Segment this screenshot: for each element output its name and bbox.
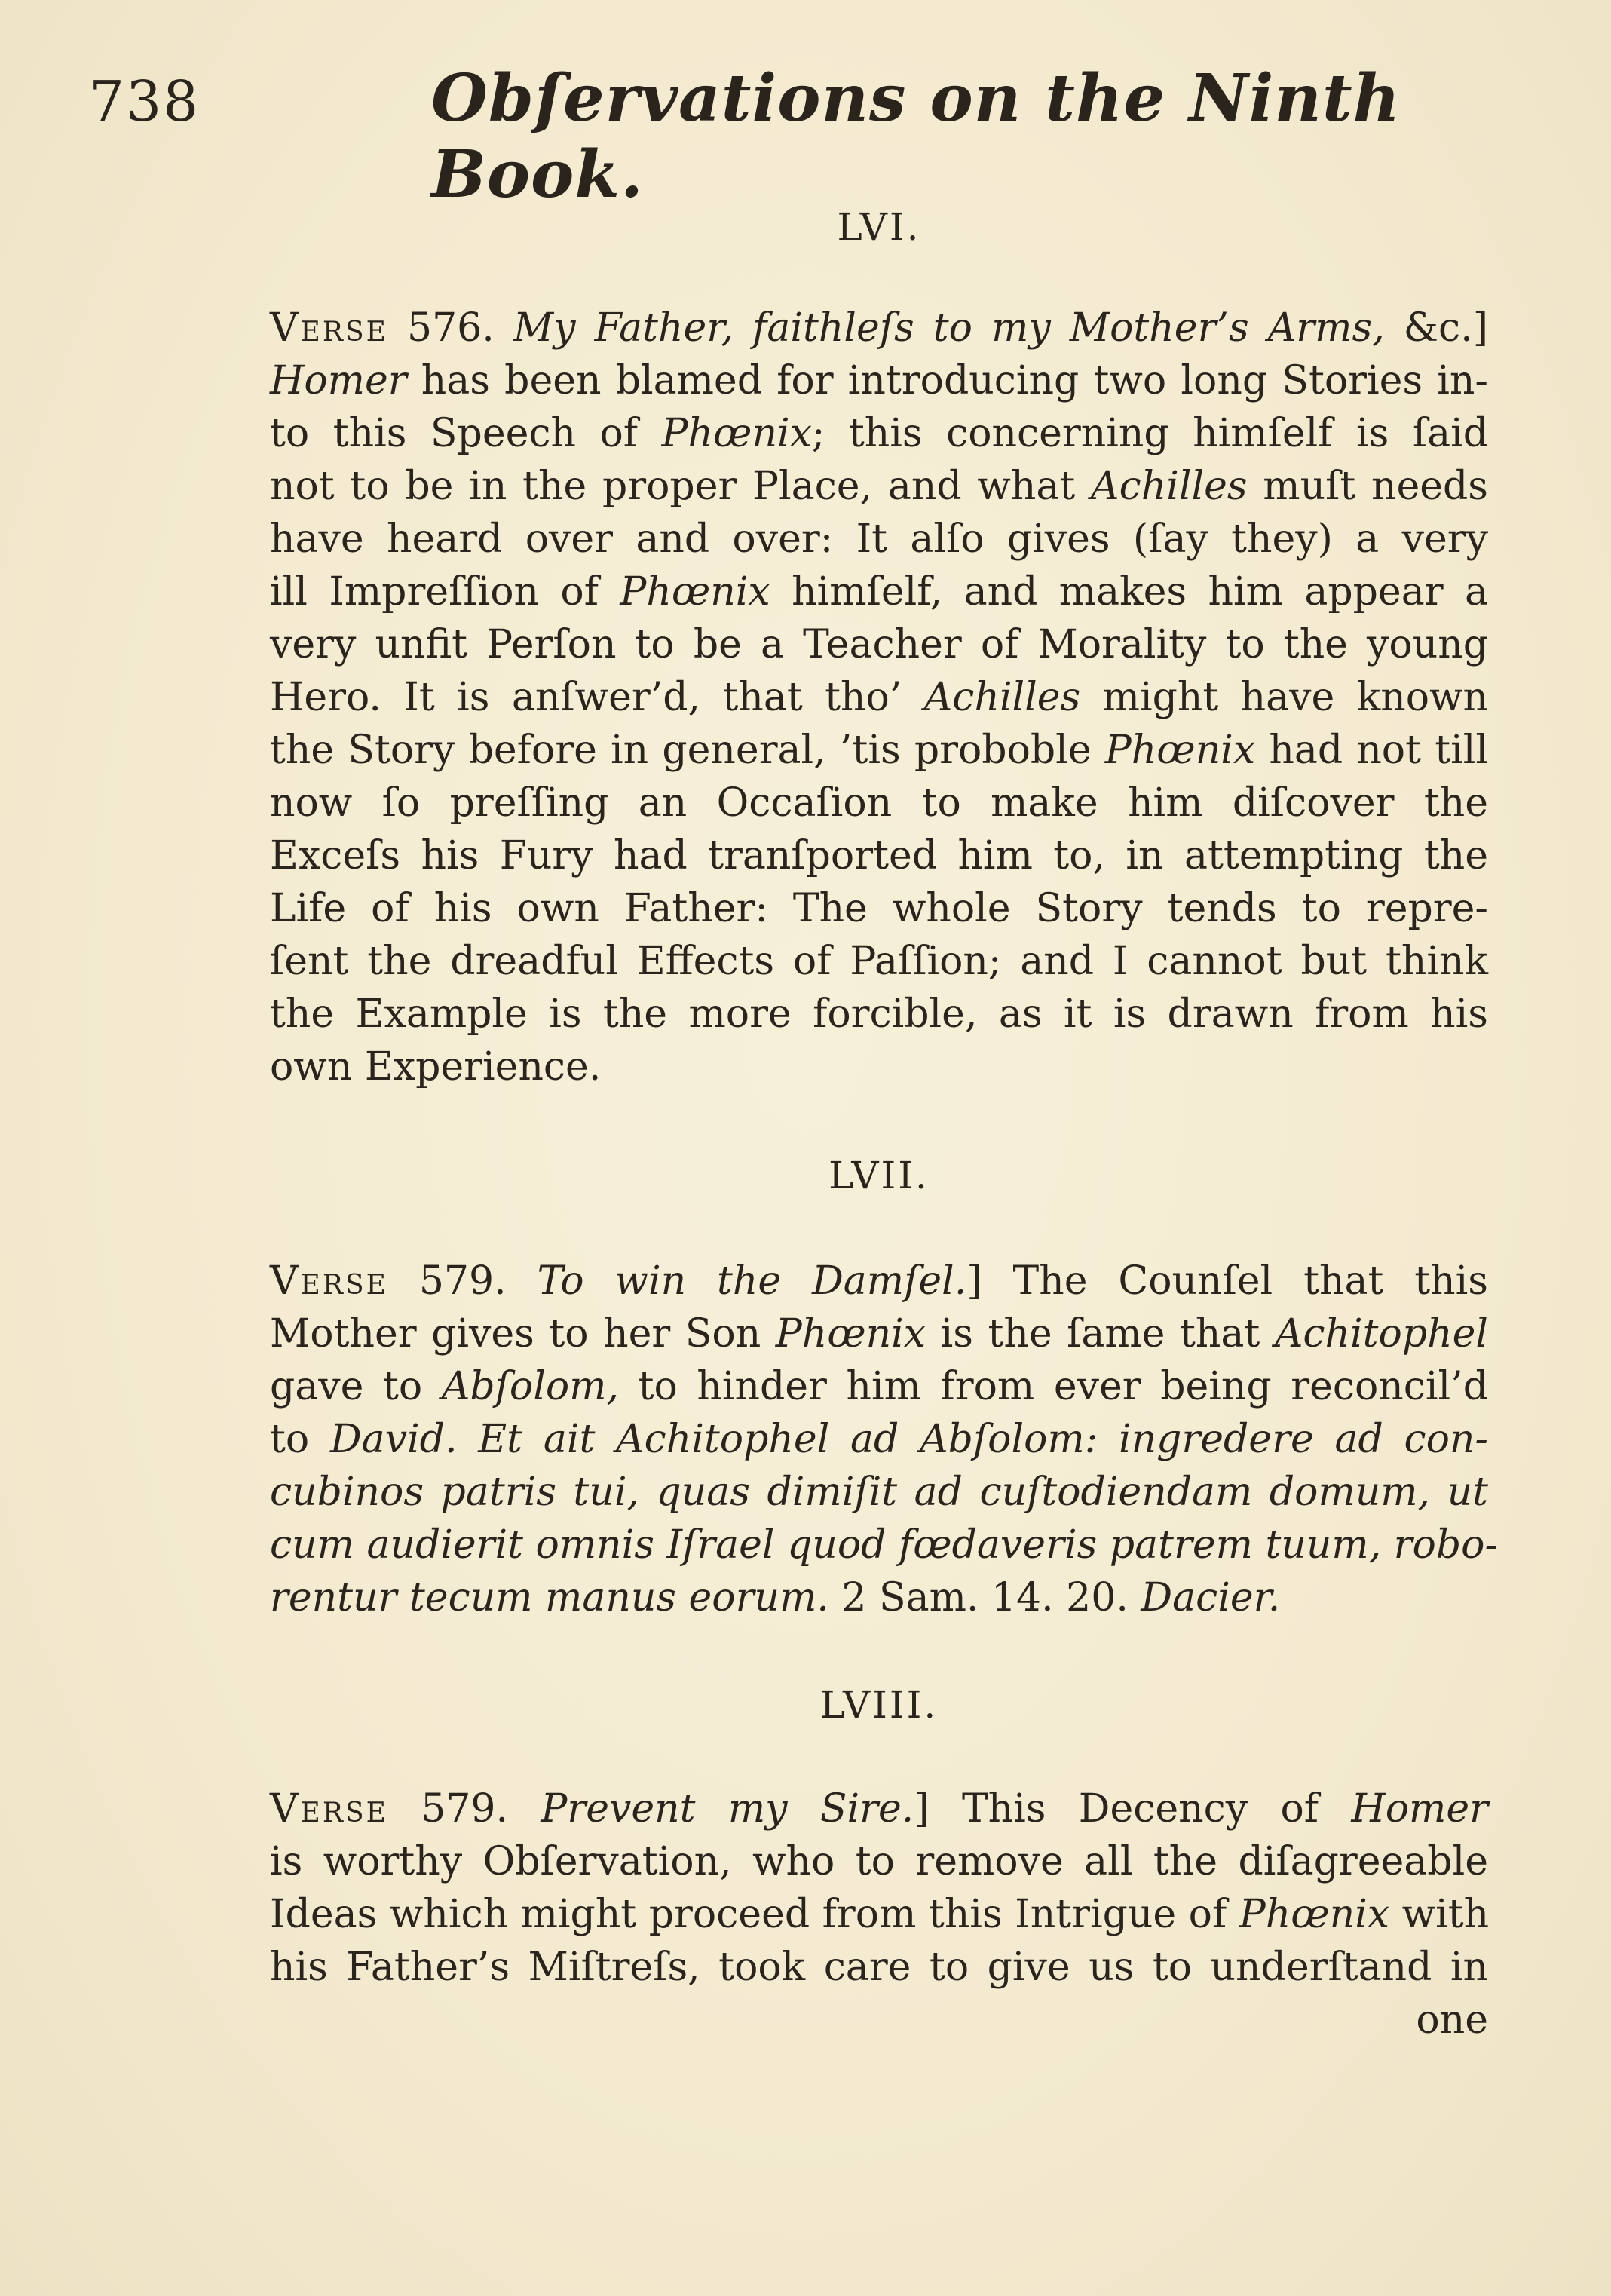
text-run: Verse: [270, 1258, 388, 1304]
text-run: have heard over and over: It alſo gives (ſay they) a very: [270, 517, 1488, 562]
text-line: [270, 1941, 1488, 1994]
text-line: [270, 618, 1488, 671]
text-run: Abſolom,: [441, 1364, 619, 1409]
section-body: [270, 1255, 1499, 1624]
text-run: the Example is the more forcible, as it is drawn from his: [270, 992, 1488, 1037]
text-line: [270, 1307, 1488, 1360]
text-run: rentur tecum manus eorum.: [270, 1575, 829, 1620]
text-line: [270, 935, 1488, 988]
text-run: cum audierit omnis Iſrael quod fœdaveris patrem tuum, robo-: [270, 1522, 1499, 1568]
section-heading: LVI.: [837, 205, 921, 249]
text-line: [270, 671, 1488, 724]
text-run: to hinder him from ever being reconcil’d: [619, 1364, 1489, 1409]
text-line: [270, 1888, 1488, 1941]
text-run: Phœnix: [620, 569, 770, 615]
text-line: [270, 1255, 1488, 1307]
text-run: is worthy Obſervation, who to remove all the diſagreeable: [270, 1839, 1488, 1884]
text-run: Hero. It is anſwer’d, that tho’: [270, 675, 924, 720]
note-section-lvi: [270, 205, 1488, 1093]
text-run: own Experience.: [270, 1044, 602, 1090]
text-run: To win the Damſel.: [537, 1258, 967, 1304]
text-run: ; this concerning himſelf is ſaid: [811, 411, 1489, 456]
text-line: [270, 882, 1488, 935]
text-run: Ideas which might proceed from this Intrigue of: [270, 1892, 1239, 1937]
text-run: Homer: [1351, 1786, 1488, 1832]
text-line: [270, 1519, 1499, 1571]
text-run: Achilles: [1091, 464, 1248, 509]
note-section-lviii: [270, 1683, 1488, 2046]
text-run: not to be in the proper Place, and what: [270, 464, 1092, 509]
text-run: the Story before in general, ’tis proboble: [270, 728, 1105, 773]
section-body: [270, 1783, 1488, 2046]
text-run: 2 Sam. 14. 20.: [828, 1575, 1141, 1620]
text-line: [270, 829, 1488, 882]
text-line: [270, 1360, 1488, 1413]
text-line: [270, 1041, 1488, 1093]
text-run: Exceſs his Fury had tranſported him to, in attempting the: [270, 833, 1488, 878]
text-run: to this Speech of: [270, 411, 662, 456]
section-heading: LVII.: [828, 1154, 930, 1197]
text-line: [270, 354, 1488, 407]
text-run: gave to: [270, 1364, 442, 1409]
text-line: [270, 1413, 1488, 1466]
text-run: muſt needs: [1247, 464, 1488, 509]
text-run: Homer: [270, 358, 407, 403]
text-line: [270, 777, 1488, 829]
text-line: [270, 302, 1488, 354]
section-body: [270, 302, 1488, 1093]
text-run: ſent the dreadful Effects of Paſſion; and I cannot but think: [270, 939, 1488, 984]
note-section-lvii: [270, 1154, 1499, 1624]
text-line: [270, 1571, 1488, 1624]
text-line: [270, 1994, 1488, 2046]
text-run: Life of his own Father: The whole Story tends to repre-: [270, 886, 1488, 931]
text-run: Phœnix: [775, 1311, 926, 1356]
text-run: ] The Counſel that this: [966, 1258, 1488, 1304]
text-run: had not till: [1255, 728, 1488, 773]
text-run: David. Et ait Achitophel ad Abſolom: ingredere ad con-: [329, 1417, 1488, 1462]
text-line: [270, 566, 1488, 618]
text-run: Verse: [270, 305, 388, 351]
text-run: ] This Decency of: [914, 1786, 1352, 1832]
text-run: Phœnix: [1239, 1892, 1390, 1937]
text-run: is the ſame that: [926, 1311, 1275, 1356]
text-run: himſelf, and makes him appear a: [770, 569, 1488, 615]
running-head: Obſervations on the Ninth Book.: [431, 60, 1401, 213]
text-line: [270, 988, 1488, 1041]
text-run: Achilles: [923, 675, 1081, 720]
text-run: his Father’s Miſtreſs, took care to give us to underſtand in: [270, 1945, 1488, 1990]
text-run: &c.]: [1384, 305, 1488, 351]
text-run: Mother gives to her Son: [270, 1311, 776, 1356]
text-line: [270, 1835, 1488, 1888]
text-line: [270, 724, 1488, 777]
text-run: Phœnix: [1104, 728, 1256, 773]
text-run: Achitophel: [1274, 1311, 1488, 1356]
page-number: 738: [89, 69, 201, 134]
section-heading: LVIII.: [819, 1683, 939, 1727]
text-line: [270, 460, 1488, 513]
text-run: now ſo preſſing an Occaſion to make him diſcover the: [270, 780, 1488, 826]
text-run: ill Impreſſion of: [270, 569, 620, 615]
text-run: 579.: [387, 1786, 541, 1832]
text-run: has been blamed for introducing two long Stories in-: [406, 358, 1488, 403]
text-run: 579.: [387, 1258, 538, 1304]
text-run: Dacier.: [1141, 1575, 1281, 1620]
text-run: Prevent my Sire.: [541, 1786, 914, 1832]
text-run: cubinos patris tui, quas dimiſit ad cuſtodiendam domum, ut: [270, 1470, 1488, 1515]
text-run: 576.: [387, 305, 513, 351]
text-run: Verse: [270, 1786, 388, 1832]
text-line: [270, 513, 1488, 566]
text-run: to: [270, 1417, 330, 1462]
text-run: might have known: [1080, 675, 1488, 720]
text-line: [270, 407, 1488, 460]
text-run: with: [1389, 1892, 1490, 1937]
text-run: one: [1416, 1997, 1488, 2043]
text-line: [270, 1466, 1488, 1519]
text-run: Phœnix: [661, 411, 812, 456]
text-line: [270, 1783, 1488, 1835]
text-run: My Father, faithleſs to my Mother’s Arms,: [513, 305, 1385, 351]
text-run: very unfit Perſon to be a Teacher of Morality to the young: [270, 622, 1488, 667]
